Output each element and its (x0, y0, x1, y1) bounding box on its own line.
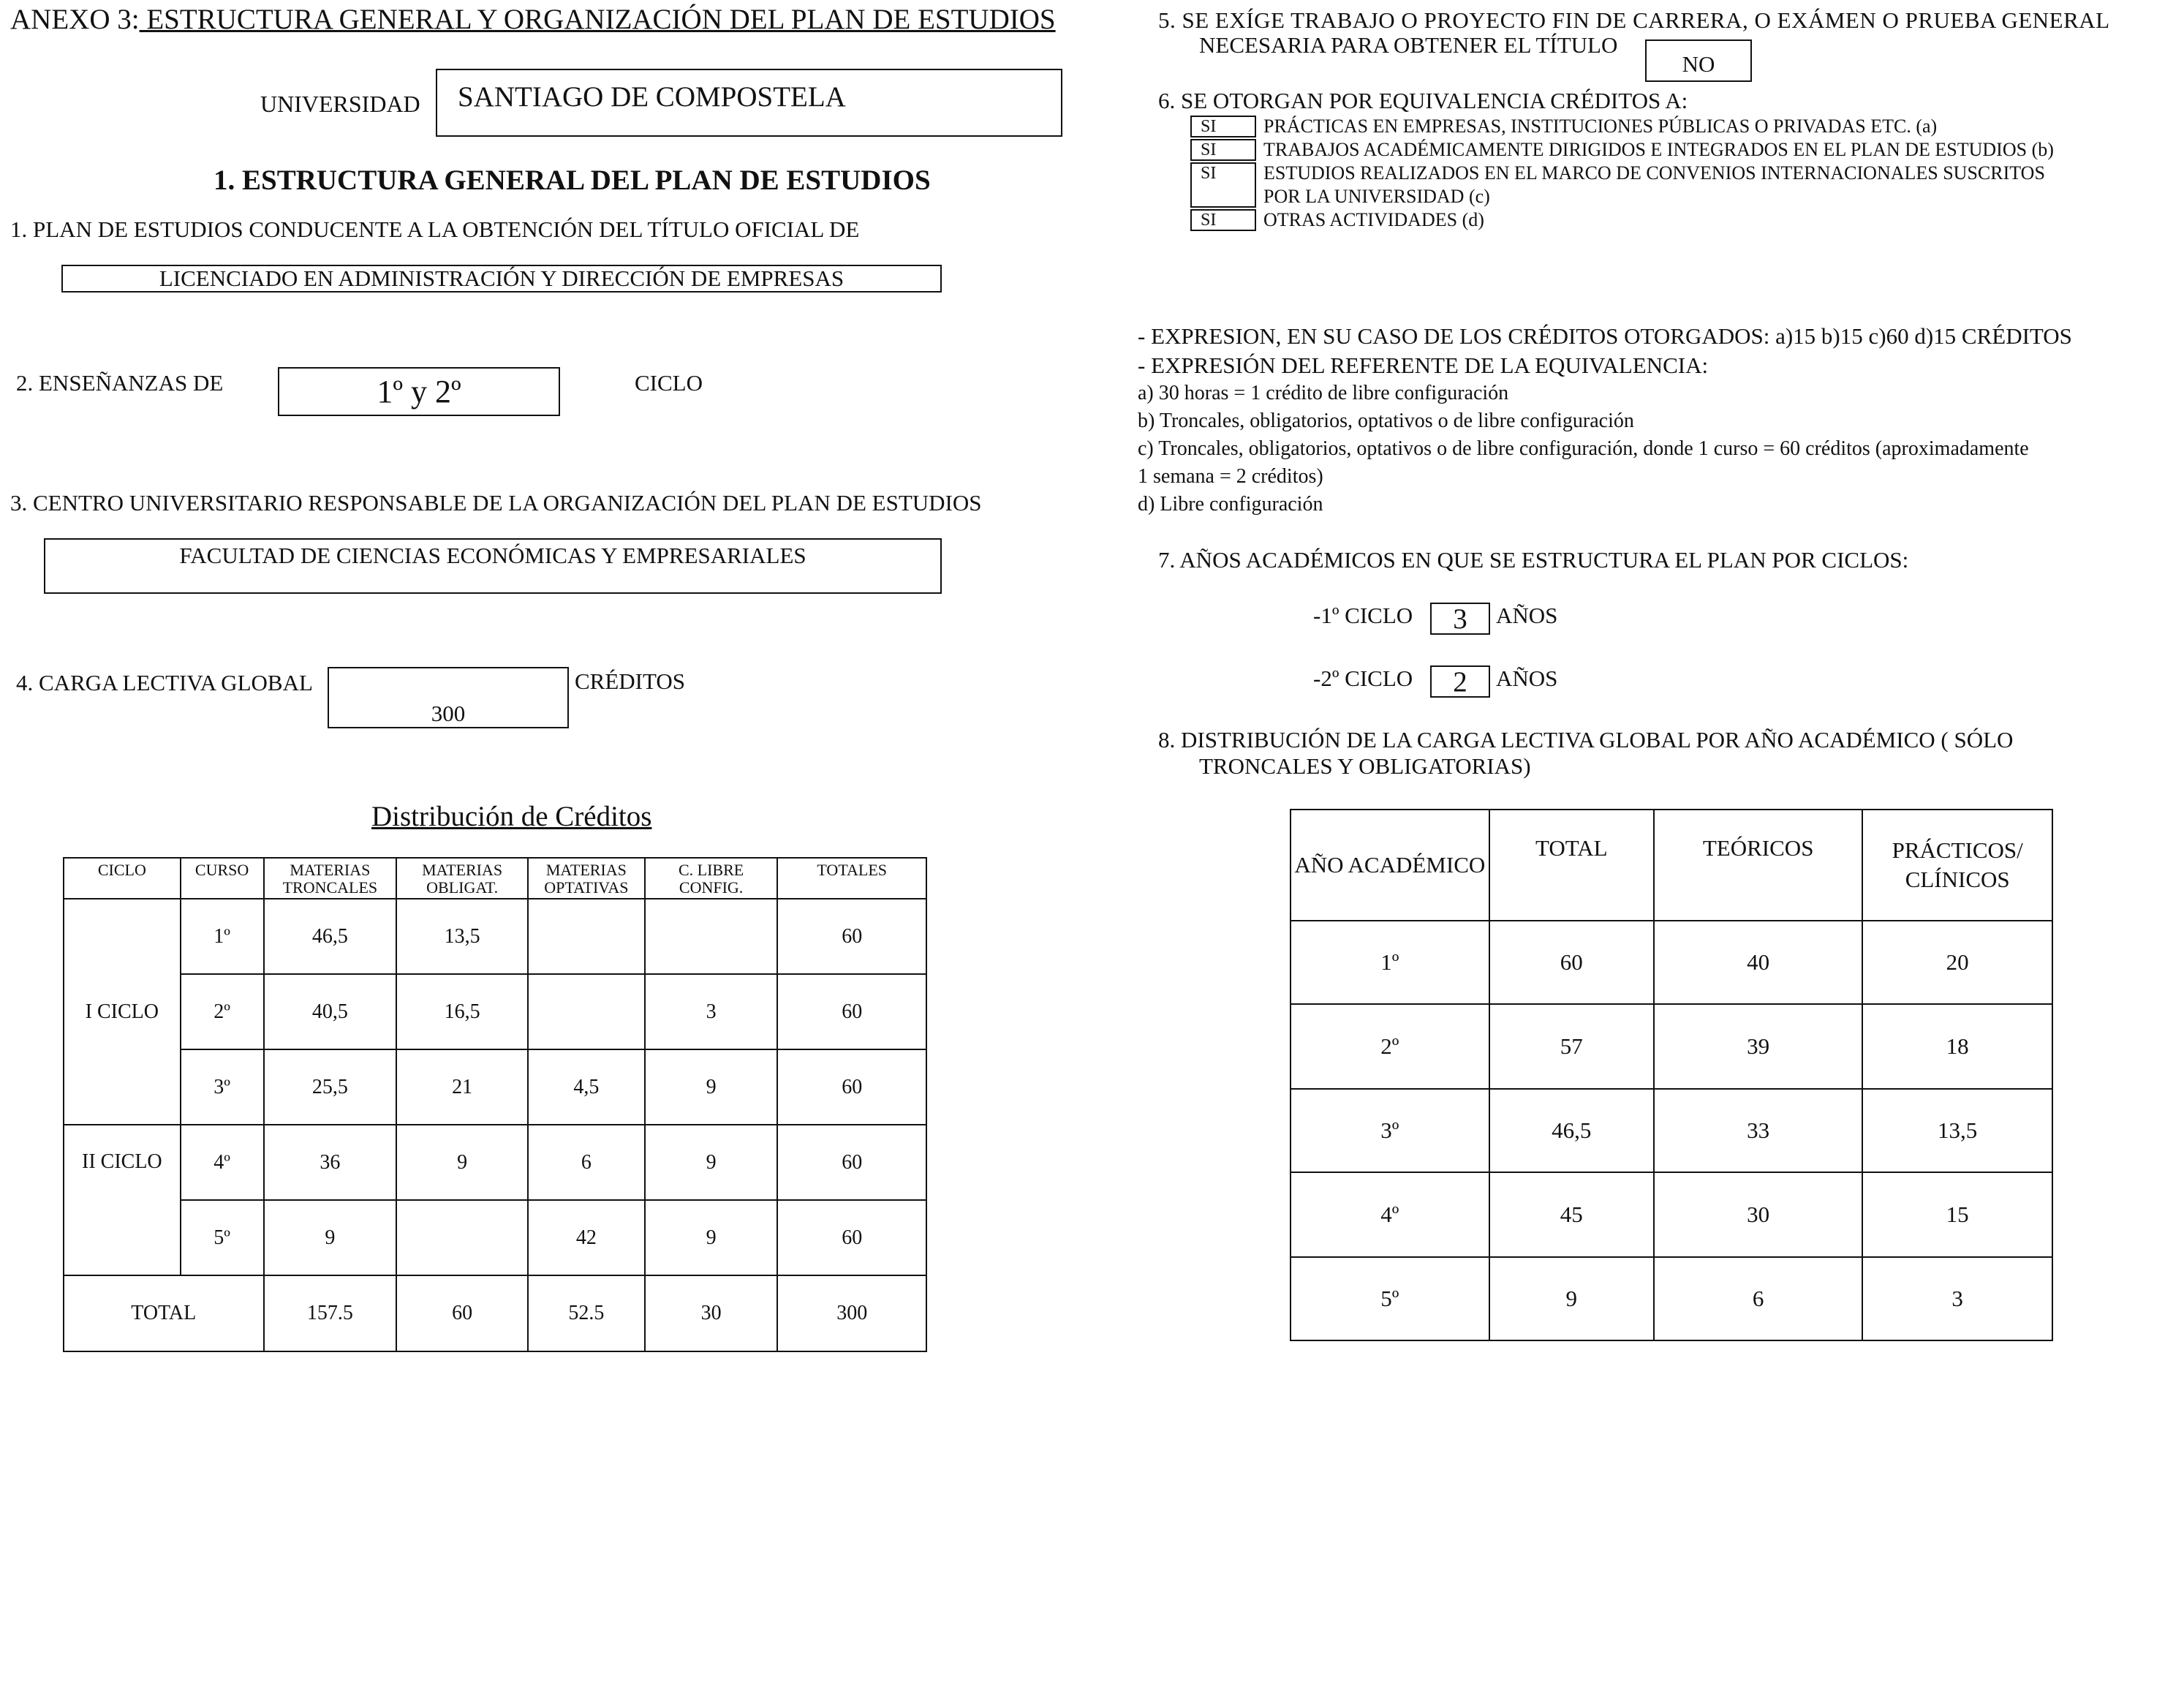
item-2-suffix: CICLO (635, 370, 703, 396)
cell: 21 (396, 1049, 528, 1125)
centre-field (44, 538, 942, 594)
cell (645, 899, 778, 974)
option-d-value: SI (1190, 209, 1256, 231)
cell: 30 (1654, 1172, 1862, 1257)
total-row (64, 1275, 926, 1351)
cell: 46,5 (1489, 1089, 1654, 1172)
cell: 60 (777, 1200, 926, 1275)
ciclo-2-cell: II CICLO (64, 1125, 181, 1275)
cell: 1º (181, 899, 264, 974)
final-project-field (1645, 39, 1752, 82)
cell: 39 (1654, 1004, 1862, 1089)
ciclo-2-label: -2º CICLO (1313, 665, 1413, 691)
item-6-label: 6. SE OTORGAN POR EQUIVALENCIA CRÉDITOS A: (1158, 88, 1688, 113)
table-row (64, 899, 926, 974)
col-teoricos: TEÓRICOS (1654, 810, 1862, 921)
option-c-text-2: POR LA UNIVERSIDAD (c) (1263, 186, 1490, 207)
cell: 9 (1489, 1257, 1654, 1340)
item-4-label: 4. CARGA LECTIVA GLOBAL (16, 670, 313, 695)
cell: 46,5 (264, 899, 397, 974)
item-5-line-2: NECESARIA PARA OBTENER EL TÍTULO (1199, 32, 1618, 58)
load-field (328, 667, 569, 728)
cell: 25,5 (264, 1049, 397, 1125)
cell: 6 (1654, 1257, 1862, 1340)
option-b-text: TRABAJOS ACADÉMICAMENTE DIRIGIDOS E INTEGRADOS EN EL PLAN DE ESTUDIOS (b) (1263, 139, 2054, 160)
cell: 16,5 (396, 974, 528, 1049)
cell: 5º (1291, 1257, 1489, 1340)
table-row (64, 1049, 926, 1125)
centre-value: FACULTAD DE CIENCIAS ECONÓMICAS Y EMPRESARIALES (179, 543, 806, 568)
degree-field (61, 265, 942, 293)
cell: 33 (1654, 1089, 1862, 1172)
expression-d: d) Libre configuración (1138, 493, 1323, 516)
cell: 3 (1862, 1257, 2052, 1340)
cell: 45 (1489, 1172, 1654, 1257)
cell: 9 (645, 1200, 778, 1275)
cell: 36 (264, 1125, 397, 1200)
expression-c: c) Troncales, obligatorios, optativos o de libre configuración, donde 1 curso = 60 créditos (aproximadamente (1138, 437, 2029, 460)
cell: 3º (1291, 1089, 1489, 1172)
table-row (1291, 1172, 2052, 1257)
cell: 9 (264, 1200, 397, 1275)
table-row (64, 1200, 926, 1275)
item-3-label: 3. CENTRO UNIVERSITARIO RESPONSABLE DE LA ORGANIZACIÓN DEL PLAN DE ESTUDIOS (10, 490, 982, 516)
cell: 9 (396, 1125, 528, 1200)
item-8-line-1: 8. DISTRIBUCIÓN DE LA CARGA LECTIVA GLOBAL POR AÑO ACADÉMICO ( SÓLO (1158, 727, 2014, 752)
cycles-field (278, 367, 560, 416)
item-1-label: 1. PLAN DE ESTUDIOS CONDUCENTE A LA OBTENCIÓN DEL TÍTULO OFICIAL DE (10, 216, 860, 242)
cell: 20 (1862, 921, 2052, 1004)
option-c-text: ESTUDIOS REALIZADOS EN EL MARCO DE CONVENIOS INTERNACIONALES SUSCRITOS (1263, 162, 2045, 184)
col-troncales: MATERIAS TRONCALES (264, 858, 397, 899)
cell: 6 (528, 1125, 645, 1200)
load-table (1290, 809, 2053, 1341)
university-field (436, 69, 1062, 137)
col-curso: CURSO (181, 858, 264, 899)
cell: 42 (528, 1200, 645, 1275)
anexo-title: ESTRUCTURA GENERAL Y ORGANIZACIÓN DEL PLAN DE ESTUDIOS (139, 4, 1056, 35)
anexo-label: ANEXO 3: (10, 4, 140, 35)
credits-header-row (64, 858, 926, 899)
table-row (64, 974, 926, 1049)
col-year: AÑO ACADÉMICO (1291, 810, 1489, 921)
cell: 60 (777, 899, 926, 974)
table-row (1291, 1004, 2052, 1089)
col-libre: C. LIBRE CONFIG. (645, 858, 778, 899)
expression-c-2: 1 semana = 2 créditos) (1138, 465, 1323, 488)
cell: 2º (1291, 1004, 1489, 1089)
degree-value: LICENCIADO EN ADMINISTRACIÓN Y DIRECCIÓN DE EMPRESAS (159, 265, 844, 291)
col-total: TOTAL (1489, 810, 1654, 921)
ciclo-2-years-field (1430, 665, 1490, 698)
university-label: UNIVERSIDAD (260, 91, 420, 117)
cell: 60 (1489, 921, 1654, 1004)
page-title (10, 3, 1056, 36)
expression-a: a) 30 horas = 1 crédito de libre configuración (1138, 382, 1509, 404)
cell: 40 (1654, 921, 1862, 1004)
cell (528, 899, 645, 974)
cell: 1º (1291, 921, 1489, 1004)
section-1-title: 1. ESTRUCTURA GENERAL DEL PLAN DE ESTUDIOS (214, 165, 931, 196)
cell: 300 (777, 1275, 926, 1351)
option-d-text: OTRAS ACTIVIDADES (d) (1263, 209, 1484, 230)
distribution-title: Distribución de Créditos (371, 801, 652, 832)
cell: 2º (181, 974, 264, 1049)
total-label: TOTAL (64, 1275, 264, 1351)
option-c-value: SI (1190, 162, 1256, 208)
university-value: SANTIAGO DE COMPOSTELA (458, 81, 846, 113)
cell: 52.5 (528, 1275, 645, 1351)
load-header-row (1291, 810, 2052, 921)
item-2-label: 2. ENSEÑANZAS DE (16, 370, 224, 396)
table-row (64, 1125, 926, 1200)
expression-line-2: - EXPRESIÓN DEL REFERENTE DE LA EQUIVALENCIA: (1138, 352, 1709, 378)
col-optativas: MATERIAS OPTATIVAS (528, 858, 645, 899)
col-practicos: PRÁCTICOS/ CLÍNICOS (1862, 810, 2052, 921)
cell: 4,5 (528, 1049, 645, 1125)
col-totales: TOTALES (777, 858, 926, 899)
cell (396, 1200, 528, 1275)
option-a-text: PRÁCTICAS EN EMPRESAS, INSTITUCIONES PÚBLICAS O PRIVADAS ETC. (a) (1263, 116, 1938, 137)
cell: 40,5 (264, 974, 397, 1049)
cell: 4º (181, 1125, 264, 1200)
cell: 15 (1862, 1172, 2052, 1257)
table-row (1291, 1257, 2052, 1340)
cell: 60 (396, 1275, 528, 1351)
cell: 60 (777, 1049, 926, 1125)
option-b-value: SI (1190, 139, 1256, 161)
ciclo-2-years-value: 2 (1453, 665, 1467, 698)
load-value: 300 (431, 701, 466, 726)
col-ciclo: CICLO (64, 858, 181, 899)
ciclo-1-label: -1º CICLO (1313, 603, 1413, 628)
cell: 60 (777, 974, 926, 1049)
ciclo-2-unit: AÑOS (1496, 665, 1558, 691)
item-5-line-1: 5. SE EXÍGE TRABAJO O PROYECTO FIN DE CARRERA, O EXÁMEN O PRUEBA GENERAL (1158, 7, 2110, 33)
ciclo-1-cell: I CICLO (64, 899, 181, 1125)
cell: 60 (777, 1125, 926, 1200)
item-7-label: 7. AÑOS ACADÉMICOS EN QUE SE ESTRUCTURA EL PLAN POR CICLOS: (1158, 547, 1909, 573)
cell: 4º (1291, 1172, 1489, 1257)
table-row (1291, 1089, 2052, 1172)
cell (528, 974, 645, 1049)
table-row (1291, 921, 2052, 1004)
cell: 13,5 (396, 899, 528, 974)
cycles-value: 1º y 2º (377, 374, 461, 410)
cell: 13,5 (1862, 1089, 2052, 1172)
cell: 18 (1862, 1004, 2052, 1089)
ciclo-1-unit: AÑOS (1496, 603, 1558, 628)
cell: 57 (1489, 1004, 1654, 1089)
cell: 30 (645, 1275, 778, 1351)
option-a-value: SI (1190, 116, 1256, 137)
cell: 3 (645, 974, 778, 1049)
credits-table (63, 857, 927, 1352)
cell: 9 (645, 1049, 778, 1125)
col-obligat: MATERIAS OBLIGAT. (396, 858, 528, 899)
cell: 5º (181, 1200, 264, 1275)
ciclo-1-years-value: 3 (1453, 603, 1467, 635)
cell: 9 (645, 1125, 778, 1200)
ciclo-1-years-field (1430, 603, 1490, 635)
expression-line-1: - EXPRESION, EN SU CASO DE LOS CRÉDITOS OTORGADOS: a)15 b)15 c)60 d)15 CRÉDITOS (1138, 323, 2072, 349)
cell: 157.5 (264, 1275, 397, 1351)
cell: 3º (181, 1049, 264, 1125)
item-4-suffix: CRÉDITOS (575, 668, 686, 694)
expression-b: b) Troncales, obligatorios, optativos o de libre configuración (1138, 410, 1634, 432)
item-8-line-2: TRONCALES Y OBLIGATORIAS) (1199, 753, 1531, 779)
final-project-value: NO (1682, 51, 1715, 77)
